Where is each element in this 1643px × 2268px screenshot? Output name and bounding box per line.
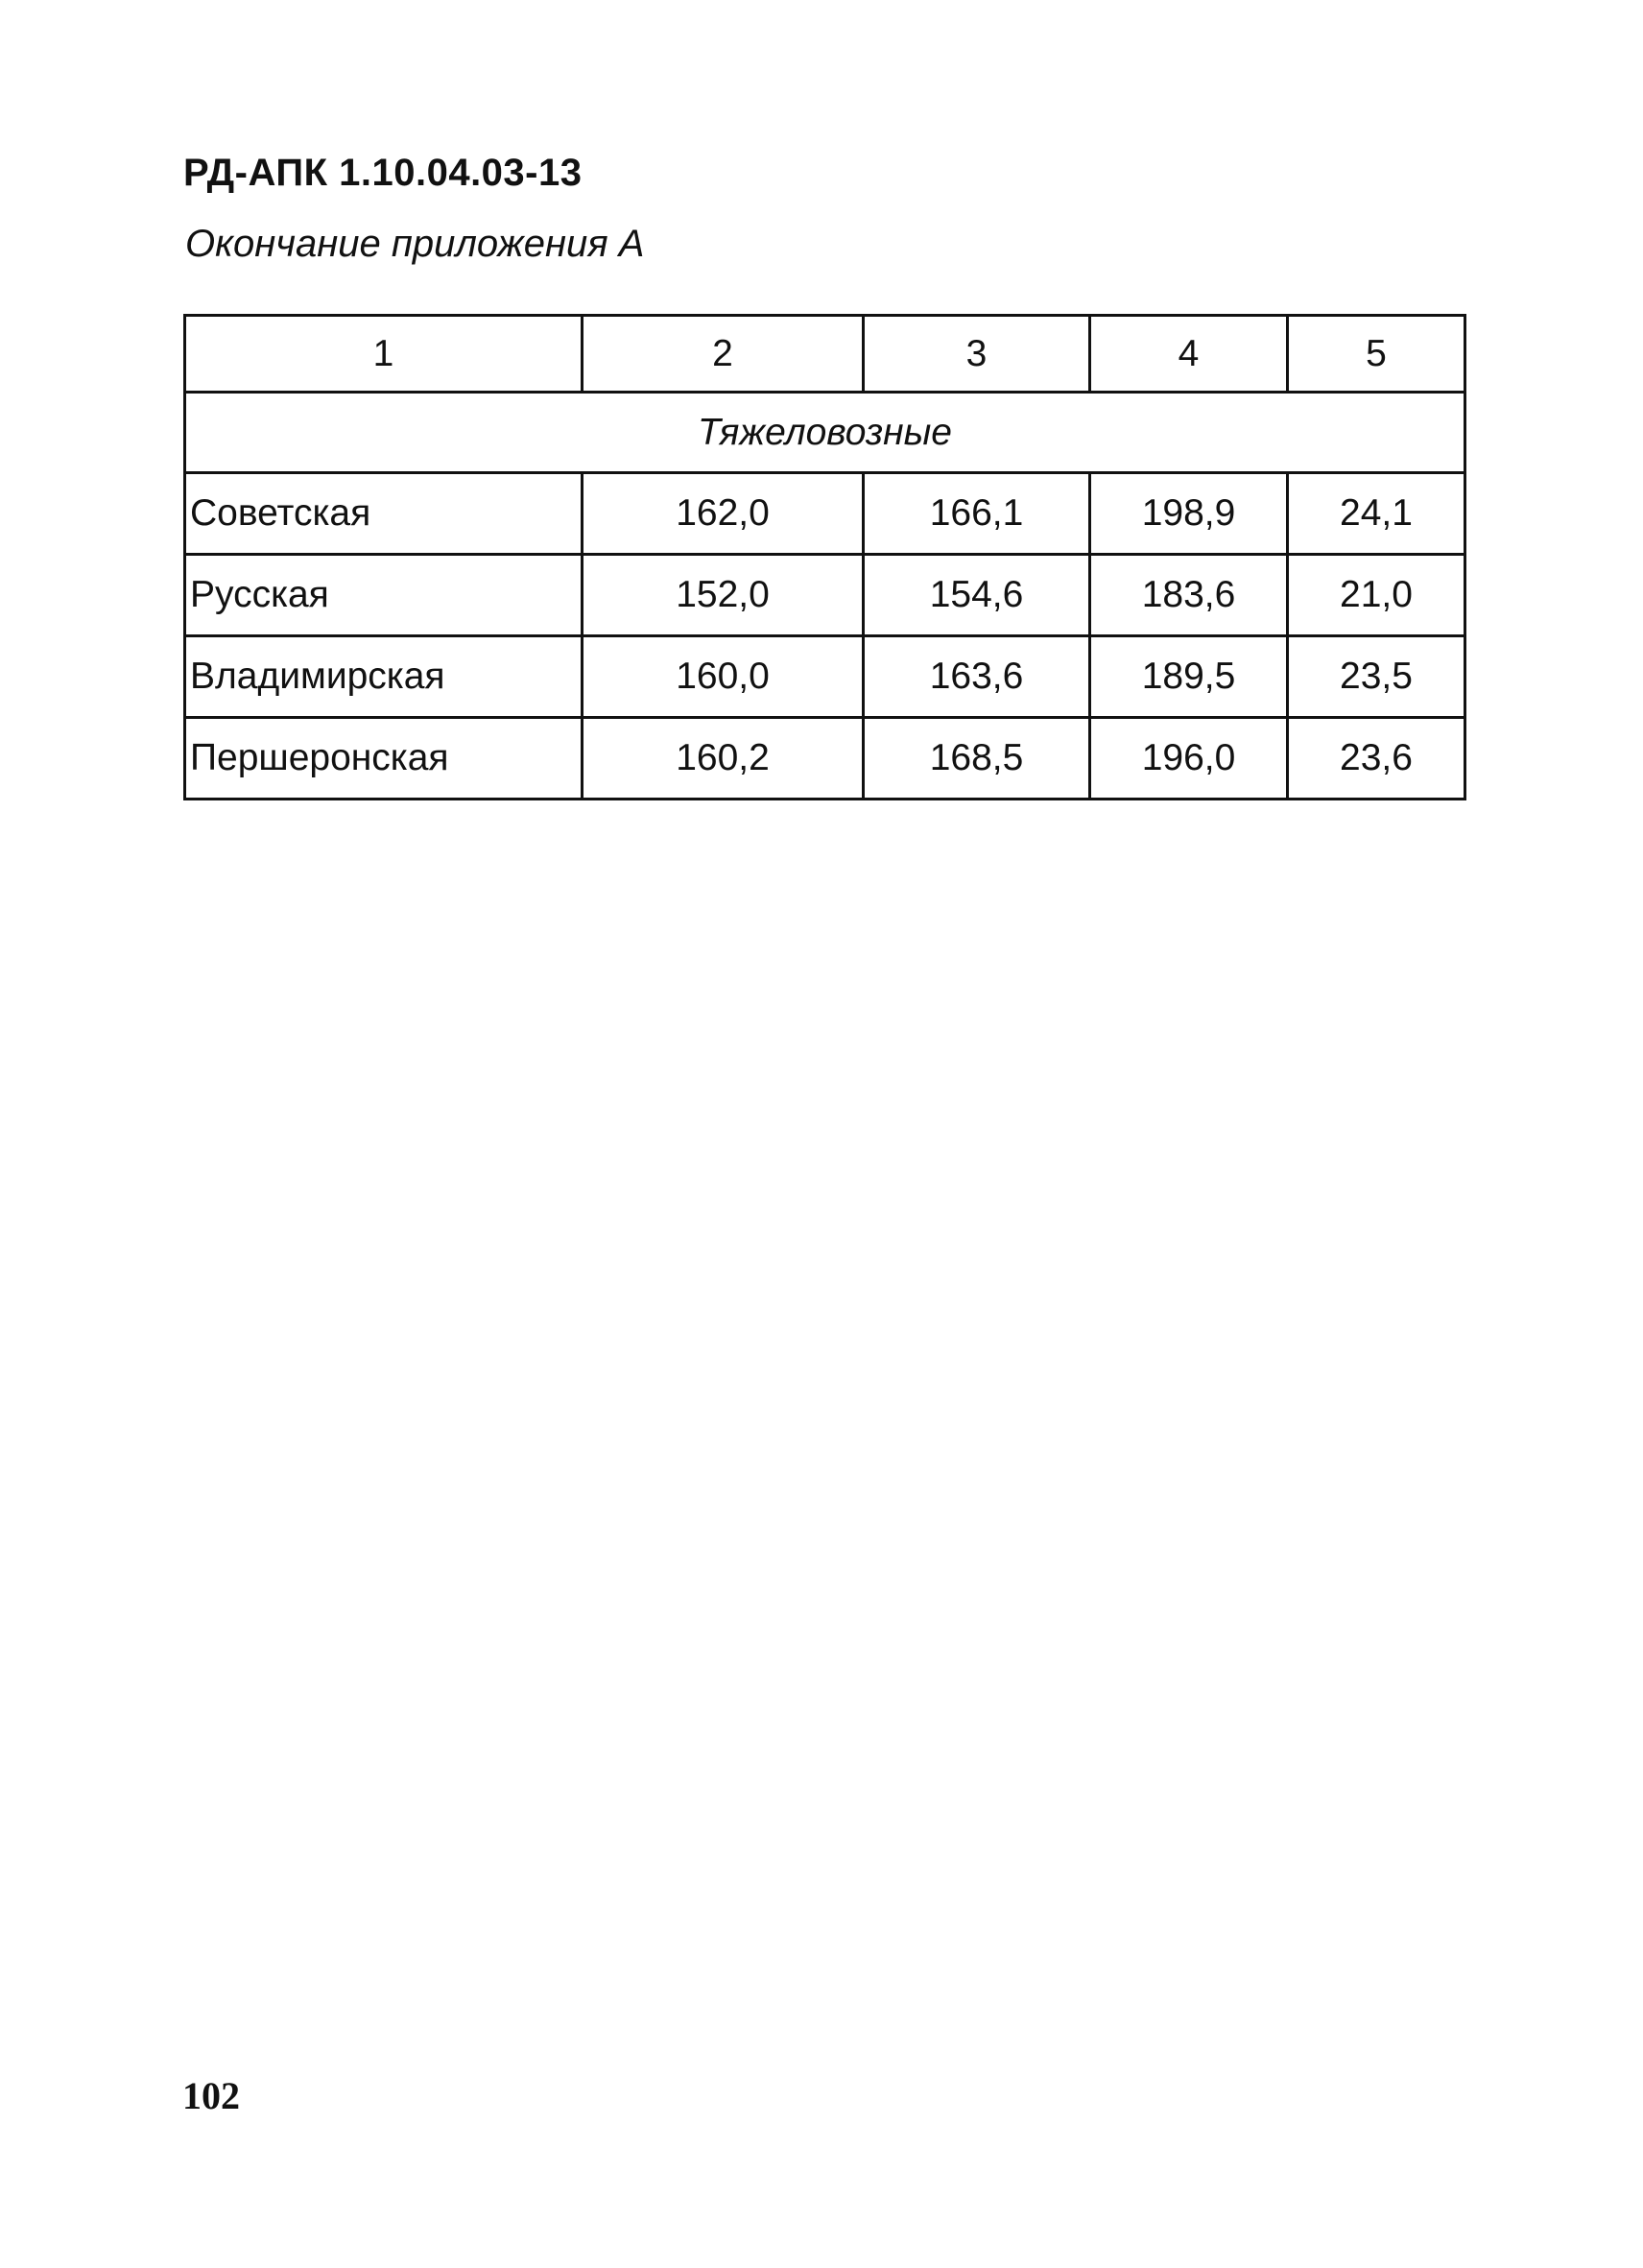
- column-number-cell: 2: [583, 316, 864, 393]
- column-number-cell: 5: [1288, 316, 1465, 393]
- table-row: [185, 555, 1465, 636]
- value-cell: 183,6: [1090, 555, 1288, 636]
- breed-name-cell: Русская: [185, 555, 583, 636]
- value-cell: 166,1: [864, 473, 1090, 555]
- value-cell: 168,5: [864, 718, 1090, 800]
- value-cell: 23,6: [1288, 718, 1465, 800]
- value-cell: 154,6: [864, 555, 1090, 636]
- appendix-subtitle: Окончание приложения А: [185, 223, 645, 265]
- value-cell: 163,6: [864, 636, 1090, 718]
- document-code: РД-АПК 1.10.04.03-13: [183, 152, 583, 194]
- value-cell: 198,9: [1090, 473, 1288, 555]
- page-number: 102: [182, 2074, 240, 2117]
- breed-name-cell: Владимирская: [185, 636, 583, 718]
- breed-name-cell: Першеронская: [185, 718, 583, 800]
- value-cell: 160,2: [583, 718, 864, 800]
- value-cell: 160,0: [583, 636, 864, 718]
- value-cell: 196,0: [1090, 718, 1288, 800]
- value-cell: 23,5: [1288, 636, 1465, 718]
- column-number-cell: 4: [1090, 316, 1288, 393]
- value-cell: 152,0: [583, 555, 864, 636]
- breed-name-cell: Советская: [185, 473, 583, 555]
- data-table: [183, 314, 1466, 800]
- column-number-cell: 3: [864, 316, 1090, 393]
- group-row: [185, 393, 1465, 473]
- column-number-row: [185, 316, 1465, 393]
- value-cell: 162,0: [583, 473, 864, 555]
- column-number-cell: 1: [185, 316, 583, 393]
- value-cell: 21,0: [1288, 555, 1465, 636]
- table-row: [185, 473, 1465, 555]
- table-row: [185, 718, 1465, 800]
- value-cell: 24,1: [1288, 473, 1465, 555]
- table-row: [185, 636, 1465, 718]
- value-cell: 189,5: [1090, 636, 1288, 718]
- group-label: Тяжеловозные: [185, 393, 1465, 473]
